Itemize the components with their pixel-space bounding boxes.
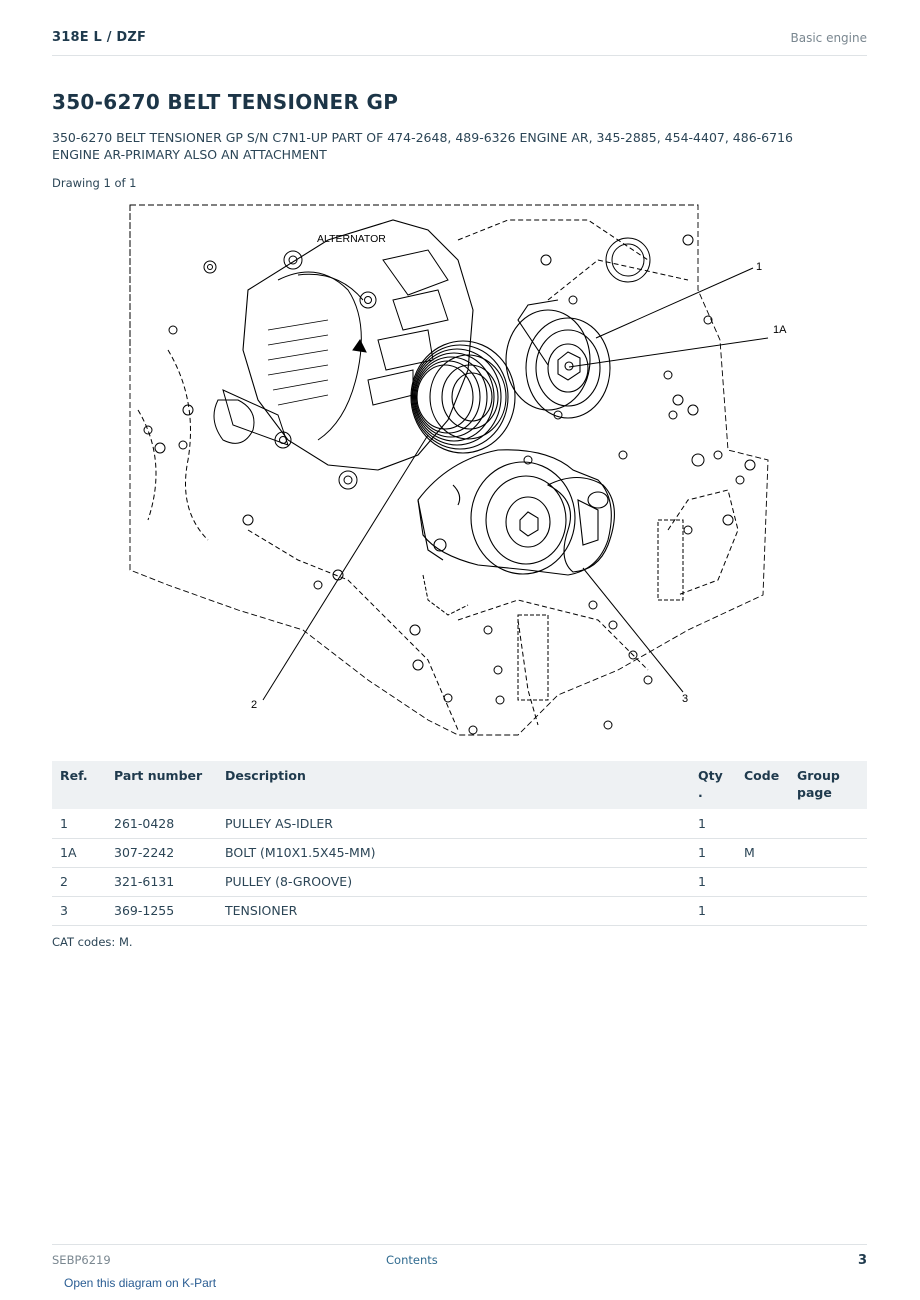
qty-header-line2: .	[698, 785, 703, 800]
cell-group-page	[789, 896, 867, 925]
table-header-row	[52, 761, 867, 809]
contents-link[interactable]: Contents	[386, 1253, 438, 1267]
callout-1a: 1A	[773, 324, 787, 336]
page-header	[52, 28, 867, 56]
alternator-label: ALTERNATOR	[317, 233, 386, 245]
cell-ref: 3	[52, 896, 106, 925]
cell-group-page	[789, 867, 867, 896]
table-row	[52, 896, 867, 925]
table-row	[52, 867, 867, 896]
col-qty-header	[690, 761, 736, 809]
col-description-header: Description	[225, 768, 306, 783]
cell-qty: 1	[690, 896, 736, 925]
qty-header-line1: Qty	[698, 768, 723, 783]
section-label: Basic engine	[790, 31, 867, 45]
cell-qty: 1	[690, 809, 736, 838]
cell-description: PULLEY AS-IDLER	[217, 809, 690, 838]
cell-group-page	[789, 809, 867, 838]
col-code-header: Code	[744, 768, 780, 783]
col-group-page-header: Group page	[797, 768, 840, 800]
cell-code	[736, 867, 789, 896]
cell-group-page	[789, 838, 867, 867]
cell-qty: 1	[690, 867, 736, 896]
cell-part-number: 369-1255	[106, 896, 217, 925]
document-number: SEBP6219	[52, 1253, 111, 1267]
table-row	[52, 838, 867, 867]
cell-ref: 1A	[52, 838, 106, 867]
callout-3: 3	[682, 693, 689, 705]
cell-description: PULLEY (8-GROOVE)	[217, 867, 690, 896]
cell-code	[736, 809, 789, 838]
cell-part-number: 307-2242	[106, 838, 217, 867]
callout-2: 2	[251, 699, 258, 711]
parts-diagram	[128, 200, 787, 735]
cell-ref: 1	[52, 809, 106, 838]
cell-description: TENSIONER	[217, 896, 690, 925]
callout-1: 1	[756, 261, 763, 273]
open-kpart-link[interactable]: Open this diagram on K-Part	[64, 1276, 217, 1290]
cell-part-number: 321-6131	[106, 867, 217, 896]
drawing-count-label: Drawing 1 of 1	[52, 176, 137, 190]
page-footer	[52, 1244, 867, 1274]
cell-code	[736, 896, 789, 925]
model-label: 318E L / DZF	[52, 30, 147, 45]
cell-part-number: 261-0428	[106, 809, 217, 838]
col-ref-header: Ref.	[60, 768, 88, 783]
cat-codes-note: CAT codes: M.	[52, 935, 133, 949]
page-subtitle: 350-6270 BELT TENSIONER GP S/N C7N1-UP PART OF 474-2648, 489-6326 ENGINE AR, 345-2885, 454-4407, 486-6716 ENGINE AR-PRIMARY ALSO AN ATTACHMENT	[52, 130, 793, 162]
cell-ref: 2	[52, 867, 106, 896]
col-part-number-header: Part number	[114, 768, 203, 783]
parts-table	[52, 761, 867, 926]
table-row	[52, 809, 867, 838]
cell-qty: 1	[690, 838, 736, 867]
page-number: 3	[857, 1253, 867, 1268]
cell-code: M	[736, 838, 789, 867]
page-title: 350-6270 BELT TENSIONER GP	[52, 90, 399, 114]
cell-description: BOLT (M10X1.5X45-MM)	[217, 838, 690, 867]
